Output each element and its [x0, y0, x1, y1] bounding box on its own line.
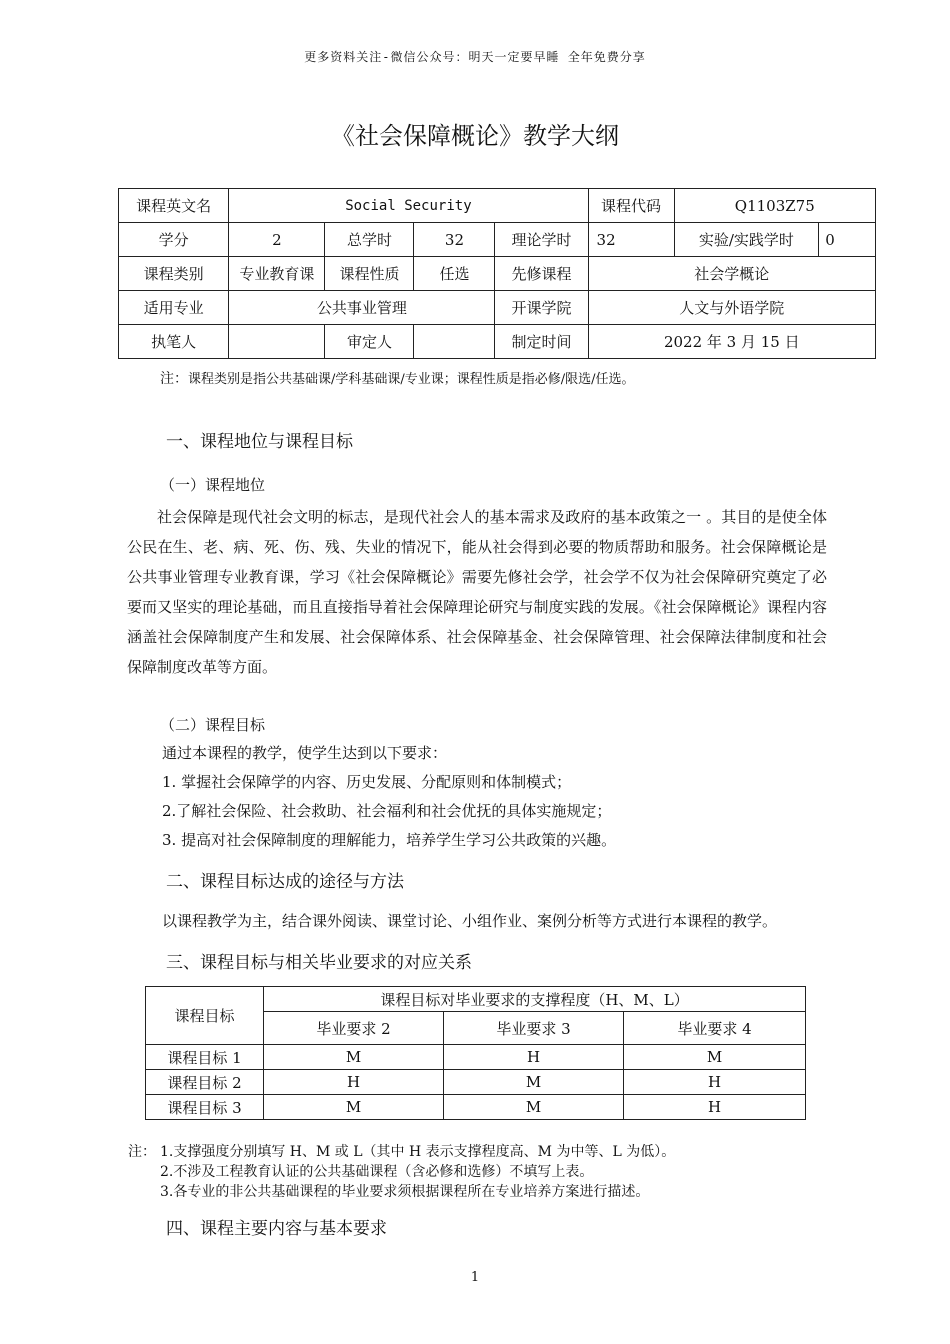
- category-value: 专业教育课: [229, 257, 325, 291]
- column-header: 毕业要求 4: [624, 1012, 806, 1045]
- document-title: 《社会保障概论》教学大纲: [331, 122, 619, 150]
- college-value: 人文与外语学院: [588, 291, 875, 325]
- table-note-1: 1.支撑强度分别填写 H、M 或 L（其中 H 表示支撑程度高、M 为中等、L 为低）。: [160, 1144, 676, 1160]
- theory-hours-value: 32: [588, 223, 674, 257]
- total-hours-label: 总学时: [325, 223, 414, 257]
- note-text: 课程类别是指公共基础课/学科基础课/专业课；课程性质是指必修/限选/任选。: [188, 372, 635, 387]
- table-cell: M: [444, 1095, 624, 1120]
- table-cell: M: [444, 1070, 624, 1095]
- page-number: 1: [470, 1270, 480, 1285]
- major-value: 公共事业管理: [229, 291, 495, 325]
- prereq-label: 先修课程: [495, 257, 588, 291]
- author-label: 执笔人: [119, 325, 229, 359]
- subsection-status-heading: （一）课程地位: [160, 476, 266, 494]
- table-cell: M: [264, 1095, 444, 1120]
- table-row: [146, 1070, 806, 1095]
- table-row: [146, 1095, 806, 1120]
- english-name-label: 课程英文名: [119, 189, 229, 223]
- table-cell: H: [624, 1070, 806, 1095]
- table-row: [146, 1045, 806, 1070]
- credit-value: 2: [229, 223, 325, 257]
- prereq-value: 社会学概论: [588, 257, 875, 291]
- table-row: [119, 223, 876, 257]
- table-cell: M: [624, 1045, 806, 1070]
- total-hours-value: 32: [414, 223, 495, 257]
- paragraph-text: 社会保障是现代社会文明的标志，是现代社会人的基本需求及政府的基本政策之一 。其目的是使全体公民在生、老、病、死、伤、残、失业的情况下，能从社会得到必要的物质帮助和服务。社会保障概论是公共事业管理专业教育课，学习《社会保障概论》需要先修社会学，社会学不仅为社会保障研究奠定了必要而又坚实的理论基础，而且直接指导着社会保障理论研究与制度实践的发展。《社会保障概论》课程内容涵盖社会保障制度产生和发展、社会保障体系、社会保障基金、社会保障管理、社会保障法律制度和社会保障制度改革等方面。: [127, 508, 827, 676]
- table-cell: H: [624, 1095, 806, 1120]
- course-code-label: 课程代码: [588, 189, 674, 223]
- major-label: 适用专业: [119, 291, 229, 325]
- author-value: [229, 325, 325, 359]
- nature-label: 课程性质: [325, 257, 414, 291]
- course-info-table: [118, 188, 876, 359]
- date-label: 制定时间: [495, 325, 588, 359]
- table-row: [146, 987, 806, 1012]
- section-1-heading: 一、课程地位与课程目标: [166, 432, 353, 452]
- row-label: 课程目标 1: [146, 1045, 264, 1070]
- english-name-value: Social Security: [229, 189, 588, 223]
- goal-requirement-table: [145, 986, 806, 1120]
- table-row: [119, 325, 876, 359]
- goal-item-2: 2.了解社会保险、社会救助、社会福利和社会优抚的具体实施规定；: [162, 802, 612, 820]
- goal-item-3: 3. 提高对社会保障制度的理解能力，培养学生学习公共政策的兴趣。: [162, 831, 617, 849]
- section-2-text: 以课程教学为主，结合课外阅读、课堂讨论、小组作业、案例分析等方式进行本课程的教学。: [162, 912, 778, 930]
- table-note-label: 注：: [128, 1144, 156, 1160]
- note-label: 注：: [160, 371, 188, 387]
- nature-value: 任选: [414, 257, 495, 291]
- reviewer-value: [414, 325, 495, 359]
- section-3-heading: 三、课程目标与相关毕业要求的对应关系: [166, 953, 472, 973]
- category-label: 课程类别: [119, 257, 229, 291]
- column-header: 毕业要求 2: [264, 1012, 444, 1045]
- group-header: 课程目标对毕业要求的支撑程度（H、M、L）: [264, 987, 806, 1012]
- table-cell: H: [264, 1070, 444, 1095]
- section-4-heading: 四、课程主要内容与基本要求: [166, 1219, 387, 1239]
- table-note-2: 2.不涉及工程教育认证的公共基础课程（含必修和选修）不填写上表。: [160, 1164, 594, 1180]
- course-code-value: Q1103Z75: [674, 189, 875, 223]
- practice-hours-label: 实验/实践学时: [674, 223, 819, 257]
- table-row: [119, 257, 876, 291]
- row-label: 课程目标 2: [146, 1070, 264, 1095]
- reviewer-label: 审定人: [325, 325, 414, 359]
- credit-label: 学分: [119, 223, 229, 257]
- table-note: [160, 368, 635, 388]
- college-label: 开课学院: [495, 291, 588, 325]
- course-status-paragraph: [127, 502, 827, 682]
- table-row: [119, 291, 876, 325]
- table-cell: M: [264, 1045, 444, 1070]
- section-2-heading: 二、课程目标达成的途径与方法: [166, 872, 404, 892]
- date-value: 2022 年 3 月 15 日: [588, 325, 875, 359]
- column-header: 毕业要求 3: [444, 1012, 624, 1045]
- subsection-goals-heading: （二）课程目标: [160, 716, 266, 734]
- table-cell: H: [444, 1045, 624, 1070]
- corner-header: 课程目标: [146, 987, 264, 1045]
- theory-hours-label: 理论学时: [495, 223, 588, 257]
- header-note: 更多资料关注-微信公众号：明天一定要早睡 全年免费分享: [304, 50, 646, 64]
- goal-item-1: 1. 掌握社会保障学的内容、历史发展、分配原则和体制模式；: [162, 773, 572, 791]
- goals-intro: 通过本课程的教学，使学生达到以下要求：: [162, 744, 448, 762]
- table-note-3: 3.各专业的非公共基础课程的毕业要求须根据课程所在专业培养方案进行描述。: [160, 1184, 650, 1200]
- table-row: [119, 189, 876, 223]
- row-label: 课程目标 3: [146, 1095, 264, 1120]
- practice-hours-value: 0: [819, 223, 876, 257]
